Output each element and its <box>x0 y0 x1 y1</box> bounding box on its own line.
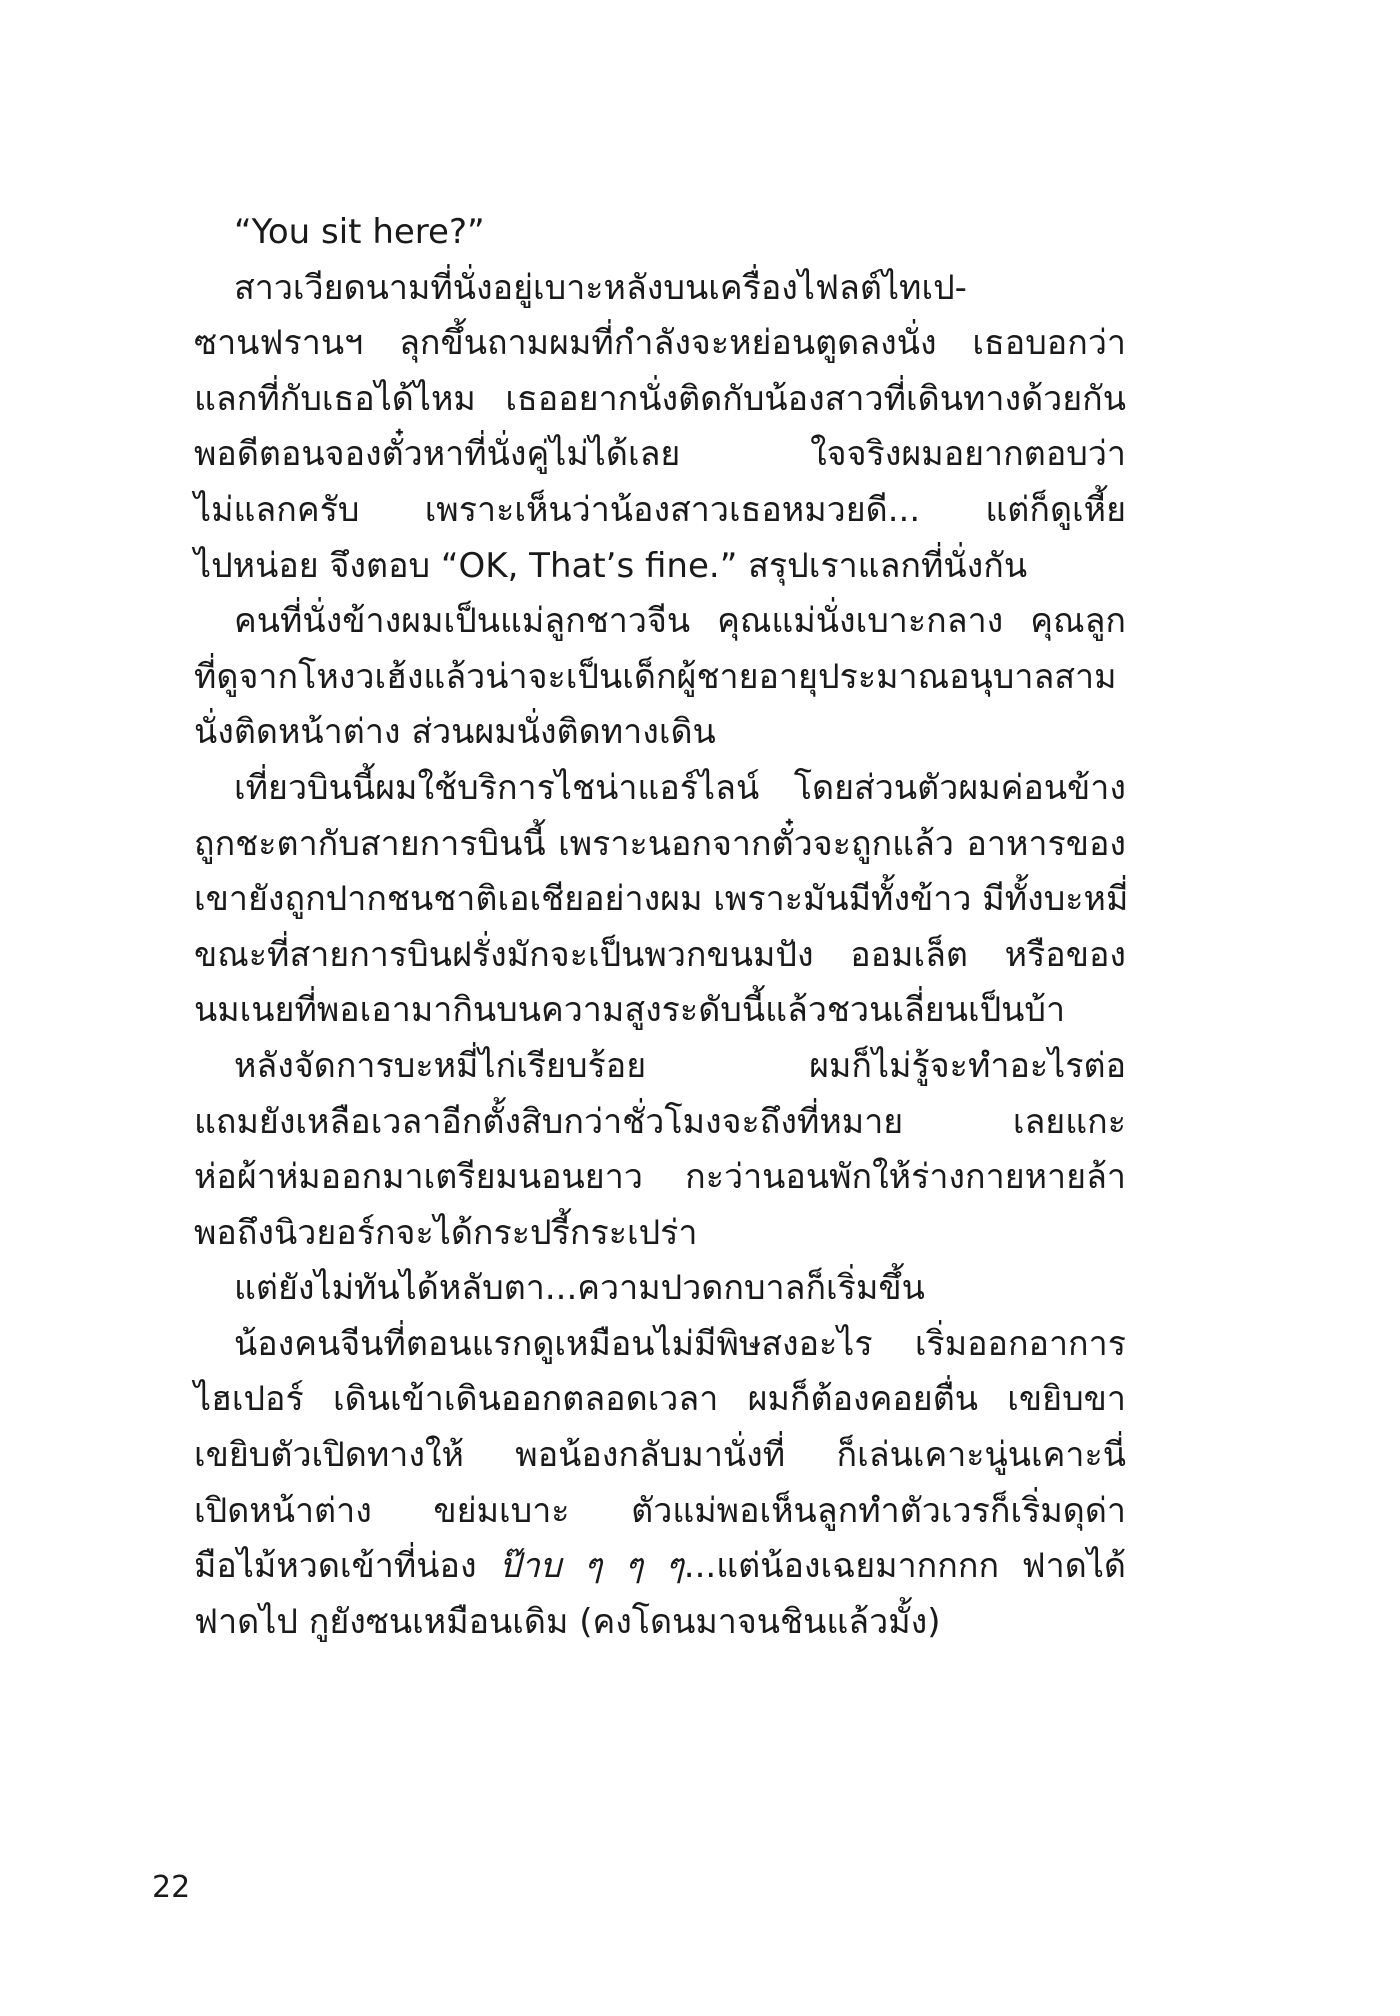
text-line: ขณะที่สายการบินฝรั่งมักจะเป็นพวกขนมปัง ออมเล็ต หรือของ <box>194 934 1126 975</box>
text-line: เขยิบตัวเปิดทางให้ พอน้องกลับมานั่งที่ ก็เล่นเคาะนู่นเคาะนี่ <box>194 1435 1126 1476</box>
text-line: พอดีตอนจองตั๋วหาที่นั่งคู่ไม่ได้เลย ใจจริงผมอยากตอบว่า <box>194 434 1126 475</box>
body-text <box>194 205 1129 1650</box>
text-line <box>194 1539 1126 1595</box>
text-line: นั่งติดหน้าต่าง ส่วนผมนั่งติดทางเดิน <box>194 712 716 753</box>
text-line: เขายังถูกปากชนชาติเอเชียอย่างผม เพราะมันมีทั้งข้าว มีทั้งบะหมี่ <box>194 879 1129 920</box>
text-line: ไม่แลกครับ เพราะเห็นว่าน้องสาวเธอหมวยดี... แต่ก็ดูเหี้ย <box>194 489 1126 530</box>
text-line: ถูกชะตากับสายการบินนี้ เพราะนอกจากตั๋วจะถูกแล้ว อาหารของ <box>194 823 1126 864</box>
text-line: แลกที่กับเธอได้ไหม เธออยากนั่งติดกับน้องสาวที่เดินทางด้วยกัน <box>194 378 1126 419</box>
text-line: น้องคนจีนที่ตอนแรกดูเหมือนไม่มีพิษสงอะไร เริ่มออกอาการ <box>234 1323 1126 1364</box>
text-line: เปิดหน้าต่าง ขย่มเบาะ ตัวแม่พอเห็นลูกทำตัวเวรก็เริ่มดุด่า <box>194 1490 1126 1531</box>
text-line: สาวเวียดนามที่นั่งอยู่เบาะหลังบนเครื่องไฟลต์ไทเป- <box>234 267 967 308</box>
text-line: ไฮเปอร์ เดินเข้าเดินออกตลอดเวลา ผมก็ต้องคอยตื่น เขยิบขา <box>194 1379 1126 1420</box>
text-line: ฟาดไป กูยังซนเหมือนเดิม (คงโดนมาจนชินแล้วมั้ง) <box>194 1601 941 1642</box>
text-line: ซานฟรานฯ ลุกขึ้นถามผมที่กำลังจะหย่อนตูดลงนั่ง เธอบอกว่า <box>194 323 1126 364</box>
text-line: หลังจัดการบะหมี่ไก่เรียบร้อย ผมก็ไม่รู้จะทำอะไรต่อ <box>234 1045 1126 1086</box>
text-line: แถมยังเหลือเวลาอีกตั้งสิบกว่าชั่วโมงจะถึงที่หมาย เลยแกะ <box>194 1101 1126 1142</box>
text-run: มือไม้หวดเข้าที่น่อง <box>194 1546 500 1587</box>
text-line: ไปหน่อย จึงตอบ “OK, That’s fine.” สรุปเราแลกที่นั่งกัน <box>194 545 1028 586</box>
text-line: นมเนยที่พอเอามากินบนความสูงระดับนี้แล้วชวนเลี่ยนเป็นบ้า <box>194 990 1066 1031</box>
text-line: แต่ยังไม่ทันได้หลับตา...ความปวดกบาลก็เริ่มขึ้น <box>234 1268 925 1309</box>
italic-text-run: ป๊าบ ๆ ๆ ๆ <box>499 1546 684 1587</box>
text-line: ที่ดูจากโหงวเฮ้งแล้วน่าจะเป็นเด็กผู้ชายอายุประมาณอนุบาลสาม <box>194 656 1117 697</box>
text-line: ห่อผ้าห่มออกมาเตรียมนอนยาว กะว่านอนพักให้ร่างกายหายล้า <box>194 1157 1126 1198</box>
text-line: คนที่นั่งข้างผมเป็นแม่ลูกชาวจีน คุณแม่นั่งเบาะกลาง คุณลูก <box>234 601 1126 642</box>
text-line: เที่ยวบินนี้ผมใช้บริการไชน่าแอร์ไลน์ โดยส่วนตัวผมค่อนข้าง <box>234 767 1126 808</box>
text-line: “You sit here?” <box>234 212 485 252</box>
text-line: พอถึงนิวยอร์กจะได้กระปรี้กระเปร่า <box>194 1212 698 1253</box>
page-number: 22 <box>152 1870 191 1905</box>
text-run: ...แต่น้องเฉยมากกกก ฟาดได้ <box>683 1546 1126 1587</box>
